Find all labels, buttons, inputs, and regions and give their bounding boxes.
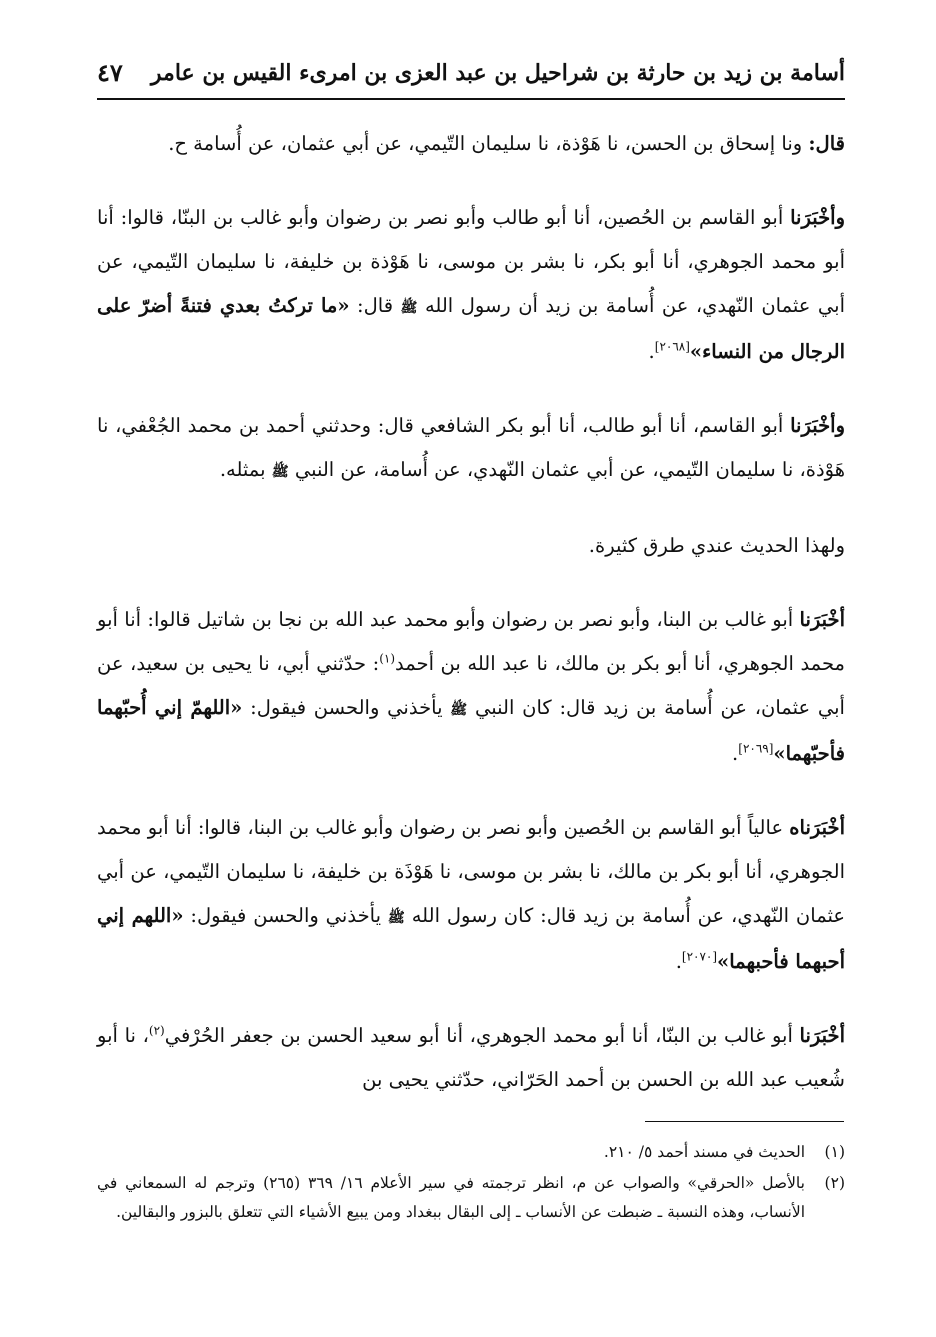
paragraph-intro: قال:: [808, 132, 845, 155]
paragraph-5: [97, 598, 845, 776]
main-text: [97, 122, 845, 1132]
paragraph-text: .: [732, 742, 739, 765]
hadith-number: [٢٠٧٠]: [681, 949, 718, 964]
paragraph-text: : حدّثني أبي، نا يحيى بن سعيد، عن أبي عثمان، عن أُسامة بن زيد قال: كان النبي: [97, 652, 845, 719]
paragraph-text: أبو غالب بن البنا، وأبو نصر بن رضوان وأبو محمد عبد الله بن نجا بن شاتيل قالوا: أنا أبو محمد الجوهري، أنا أبو بكر بن مالك، نا عبد الله بن أحمد: [97, 608, 845, 675]
paragraph-intro: أخْبَرَنا: [799, 608, 845, 631]
footnotes: [97, 1138, 845, 1229]
hadith-number: [٢٠٦٨]: [654, 339, 690, 354]
footnote-1: [97, 1138, 845, 1167]
paragraph-text: بمثله.: [219, 458, 272, 481]
paragraph-text: أبو القاسم بن الحُصين، أنا أبو طالب وأبو نصر بن رضوان وأبو غالب بن البنّا، قالوا: أنا أبو محمد الجوهري، أنا أبو بكر، نا بشر بن موسى، نا هَوْذة بن خليفة، نا سليمان التّيمي، عن أبي عثمان النّهدي، عن أُسامة بن زيد أن رسول الله: [97, 206, 845, 317]
paragraph-intro: وأخْبَرَنا: [790, 414, 845, 437]
footnote-marker[interactable]: (١): [379, 651, 396, 666]
hadith-quote: «ما تركتُ بعدي فتنةً أضرّ على الرجال من النساء»: [97, 294, 845, 363]
paragraph-text: يأخذني والحسن فيقول:: [183, 904, 388, 927]
paragraph-2: [97, 196, 845, 374]
footnote-marker[interactable]: (٢): [148, 1023, 165, 1038]
footnote-number: (٢): [824, 1174, 845, 1192]
page-header: [97, 52, 845, 100]
footnote-number: (١): [824, 1143, 845, 1161]
footnote-text: بالأصل «الحرقي» والصواب عن م، انظر ترجمته في سير الأعلام ١٦/ ٣٦٩ (٢٦٥) وترجم له السمعاني في الأنساب، وهذه النسبة ـ ضبطت عن الأنساب ـ إلى البقال ببغداد ومن يبيع الأشياء التي تتعلق بالبزور والبقالين.: [97, 1174, 805, 1221]
paragraph-text: ونا إسحاق بن الحسن، نا هَوْذة، نا سليمان التّيمي، عن أبي عثمان، عن أُسامة ح.: [168, 132, 809, 155]
hadith-number: [٢٠٦٩]: [738, 741, 774, 756]
page-number: ٤٧: [97, 58, 123, 87]
salawat-symbol: ﷺ: [387, 910, 405, 926]
footnote-text: الحديث في مسند أحمد ٥/ ٢١٠.: [603, 1143, 805, 1161]
paragraph-text: يأخذني والحسن فيقول:: [242, 696, 451, 719]
salawat-symbol: ﷺ: [271, 464, 289, 480]
salawat-symbol: ﷺ: [450, 702, 468, 718]
hadith-quote: «اللهم إني أحبهما فأحبهما»: [97, 904, 845, 973]
header-rule: [97, 98, 845, 100]
paragraph-intro: أخْبَرَنا: [799, 1024, 845, 1047]
paragraph-text: قال:: [349, 294, 401, 317]
hadith-quote: «اللهمّ إني أُحبّهما فأحبّهما»: [97, 696, 845, 765]
paragraph-text: أبو القاسم، أنا أبو طالب، أنا أبو بكر الشافعي قال: وحدثني أحمد بن محمد الجُعْفي، نا هَوْذة، نا سليمان التّيمي، عن أبي عثمان النّهدي، عن أُسامة، عن النبي: [97, 414, 845, 481]
paragraph-text: .: [648, 340, 655, 363]
paragraph-text: ، نا أبو شُعيب عبد الله بن الحسن بن أحمد الحَرّاني، حدّثني يحيى بن: [97, 1024, 845, 1091]
paragraph-text: عالياً أبو القاسم بن الحُصين وأبو نصر بن رضوان وأبو غالب بن البنا، قالوا: أنا أبو محمد الجوهري، أنا أبو بكر بن مالك، نا بشر بن موسى، نا هَوْذَة بن خليفة، نا سليمان التّيمي، عن أبي عثمان النّهدي، عن أُسامة بن زيد قال: كان رسول الله: [97, 816, 845, 927]
paragraph-6: [97, 806, 845, 984]
footnote-separator: [645, 1121, 844, 1122]
paragraph-text: أبو غالب بن البنّا، أنا أبو محمد الجوهري، أنا أبو سعيد الحسن بن جعفر الحُرْفي: [164, 1024, 800, 1047]
paragraph-7: [97, 1014, 845, 1102]
paragraph-text: .: [675, 950, 682, 973]
paragraph-intro: أخْبَرَناه: [789, 816, 845, 839]
paragraph-intro: وأخْبَرَنا: [790, 206, 845, 229]
paragraph-3: [97, 404, 845, 494]
salawat-symbol: ﷺ: [400, 300, 418, 316]
running-title: أسامة بن زيد بن حارثة بن شراحيل بن عبد العزى بن امرىء القيس بن عامر: [150, 60, 845, 86]
footnote-2: [97, 1169, 845, 1227]
paragraph-text: ولهذا الحديث عندي طرق كثيرة.: [588, 534, 845, 557]
paragraph-4: [97, 524, 845, 568]
paragraph-1: [97, 122, 845, 166]
